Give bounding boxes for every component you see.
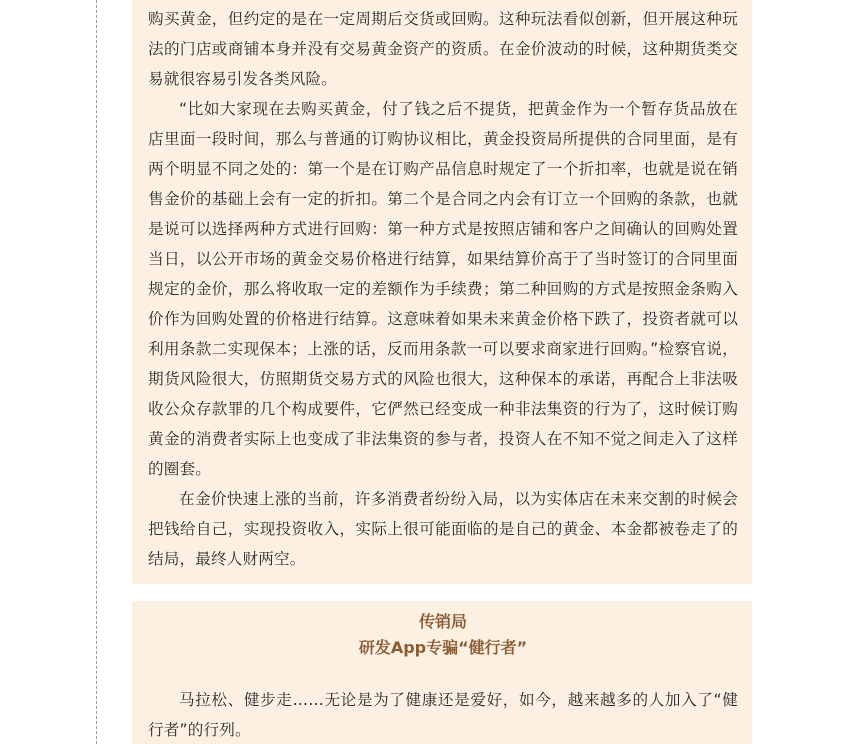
- section-subtitle: 研发App专骗“健行者”: [358, 638, 528, 657]
- article-paragraph: 在金价快速上涨的当前，许多消费者纷纷入局，以为实体店在未来交割的时候会把钱给自己，实现投资收入，实际上很可能面临的是自己的黄金、本金都被卷走了的结局，最终人财两空。: [148, 490, 738, 568]
- section-paragraph: 马拉松、健步走……无论是为了健康还是爱好，如今，越来越多的人加入了“健行者”的行列。: [148, 691, 738, 739]
- article-paragraph: 购买黄金，但约定的是在一定周期后交货或回购。这种玩法看似创新，但开展这种玩法的门店或商铺本身并没有交易黄金资产的资质。在金价波动的时候，这种期货类交易就很容易引发各类风险。: [148, 10, 738, 88]
- article-panel: [132, 0, 752, 584]
- dashed-divider: [96, 0, 97, 744]
- article-paragraph: “比如大家现在去购买黄金，付了钱之后不提货，把黄金作为一个暂存货品放在店里面一段时间，那么与普通的订购协议相比，黄金投资局所提供的合同里面，是有两个明显不同之处的：第一个是在订购产品信息时规定了一个折扣率，也就是说在销售金价的基础上会有一定的折扣。第二个是合同之内会有订立一个回购的条款，也就是说可以选择两种方式进行回购：第一种方式是按照店铺和客户之间确认的回购处置当日，以公开市场的黄金交易价格进行结算，如果结算价高于了当时签订的合同里面规定的金价，那么将收取一定的差额作为手续费；第二种回购的方式是按照金条购入价作为回购处置的价格进行结算。这意味着如果未来黄金价格下跌了，投资者就可以利用条款二实现保本；上涨的话，反而用条款一可以要求商家进行回购。”检察官说，期货风险很大，仿照期货交易方式的风险也很大，这种保本的承诺，再配合上非法吸收公众存款罪的几个构成要件，它俨然已经变成一种非法集资的行为了，这时候订购黄金的消费者实际上也变成了非法集资的参与者，投资人在不知不觉之间走入了这样的圈套。: [148, 100, 738, 478]
- section-title: 传销局: [418, 612, 467, 631]
- section-panel: [132, 601, 752, 744]
